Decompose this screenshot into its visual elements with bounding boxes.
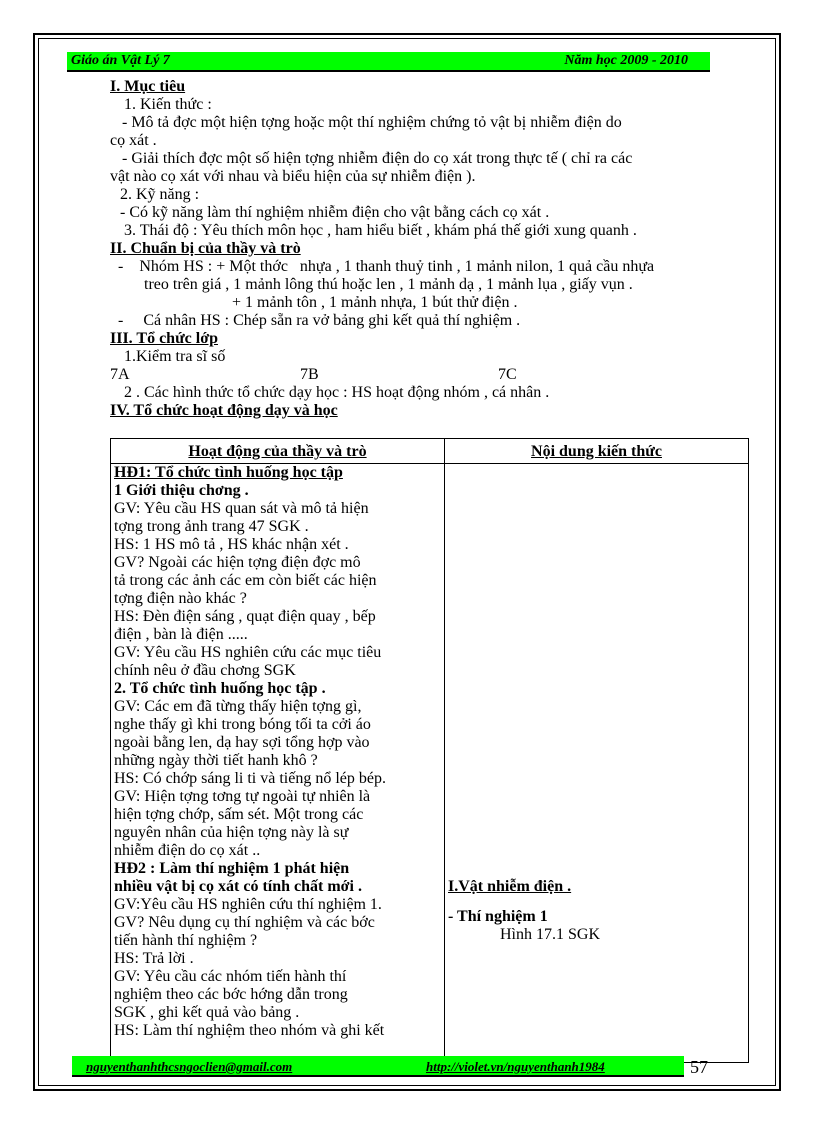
table-line: HS: 1 HS mô tả , HS khác nhận xét . (114, 536, 349, 553)
table-line: những ngày thời tiết hanh khô ? (114, 752, 318, 769)
table-line: GV: Yêu cầu các nhóm tiến hành thí (114, 968, 347, 985)
content-heading-charged-object: I.Vật nhiễm điện . (448, 878, 572, 895)
content-cell (445, 464, 749, 1063)
class-7b: 7B (300, 366, 319, 383)
table-header-content: Nội dung kiến thức (445, 439, 749, 464)
table-line: SGK , ghi kết quả vào bảng . (114, 1004, 300, 1021)
table-line: nghe thấy gì khi trong bóng tối ta cởi áo (114, 716, 371, 733)
class-7c: 7C (498, 366, 517, 383)
heading-class-organization: III. Tổ chức lớp (110, 330, 218, 347)
table-line: HS: Đèn điện sáng , quạt điện quay , bếp (114, 608, 376, 625)
table-line: HS: Có chớp sáng li ti và tiếng nổ lép bép. (114, 770, 386, 787)
table-line: nhiễm điện do cọ xát .. (114, 842, 261, 859)
table-line: tợng điện nào khác ? (114, 590, 247, 607)
page-number: 57 (690, 1057, 708, 1077)
text-line: cọ xát . (110, 132, 157, 149)
text-line: - Mô tả đợc một hiện tợng hoặc một thí nghiệm chứng tỏ vật bị nhiễm điện do (122, 114, 622, 131)
heading-activities: IV. Tổ chức hoạt động dạy và học (110, 402, 338, 419)
text-line: vật nào cọ xát với nhau và biểu hiện của sự nhiễm điện ). (110, 168, 476, 185)
table-line: nguyên nhân của hiện tợng này là sự (114, 824, 349, 841)
table-line: GV? Nêu dụng cụ thí nghiệm và các bớc (114, 914, 375, 931)
table-line: 1 Giới thiệu chơng . (114, 482, 249, 499)
text-line: 3. Thái độ : Yêu thích môn học , ham hiểu biết , khám phá thế giới xung quanh . (124, 222, 637, 239)
table-line: GV? Ngoài các hiện tợng điện đợc mô (114, 554, 361, 571)
table-line: HĐ2 : Làm thí nghiệm 1 phát hiện (114, 860, 350, 877)
class-7a: 7A (110, 366, 130, 383)
table-line: GV:Yêu cầu HS nghiên cứu thí nghiệm 1. (114, 896, 382, 913)
text-line: - Cá nhân HS : Chép sẵn ra vở bảng ghi kết quả thí nghiệm . (118, 312, 521, 329)
table-line: GV: Yêu cầu HS quan sát và mô tả hiện (114, 500, 369, 517)
text-line: 1. Kiến thức : (124, 96, 212, 113)
table-line: nhiều vật bị cọ xát có tính chất mới . (114, 878, 362, 895)
heading-objectives: I. Mục tiêu (110, 78, 186, 95)
table-line: điện , bàn là điện ..... (114, 626, 248, 643)
activities-cell (111, 464, 445, 1063)
table-line: GV: Hiện tợng tơng tự ngoài tự nhiên là (114, 788, 371, 805)
lesson-objectives-section (110, 78, 750, 420)
text-line: 2 . Các hình thức tổ chức dạy học : HS hoạt động nhóm , cá nhân . (124, 384, 550, 401)
text-line: + 1 mảnh tôn , 1 mảnh nhựa, 1 bút thử điện . (232, 294, 518, 311)
table-line: GV: Các em đã từng thấy hiện tợng gì, (114, 698, 362, 715)
table-line: tả trong các ảnh các em còn biết các hiện (114, 572, 377, 589)
header-school-year: Năm học 2009 - 2010 (564, 53, 688, 68)
text-line: 2. Kỹ năng : (120, 186, 200, 203)
page-footer (72, 1056, 684, 1077)
table-line: GV: Yêu cầu HS nghiên cứu các mục tiêu (114, 644, 382, 661)
text-line: 1.Kiểm tra sĩ số (124, 348, 226, 365)
table-line: chính nêu ở đầu chơng SGK (114, 662, 296, 679)
content-figure-ref: Hình 17.1 SGK (500, 926, 601, 943)
text-line: - Giải thích đợc một số hiện tợng nhiễm điện do cọ xát trong thực tế ( chỉ ra các (122, 150, 633, 167)
table-line: 2. Tổ chức tình huống học tập . (114, 680, 326, 697)
table-line: HS: Làm thí nghiệm theo nhóm và ghi kết (114, 1022, 385, 1039)
table-line: tợng trong ảnh trang 47 SGK . (114, 518, 309, 535)
text-line: - Có kỹ năng làm thí nghiệm nhiễm điện cho vật bằng cách cọ xát . (120, 204, 550, 221)
header-subject: Giáo án Vật Lý 7 (71, 53, 170, 68)
lesson-activity-table (110, 438, 749, 1063)
table-line: hiện tợng chớp, sấm sét. Một trong các (114, 806, 364, 823)
table-line: HS: Trả lời . (114, 950, 194, 967)
content-experiment-1: - Thí nghiệm 1 (448, 908, 548, 925)
table-line: ngoài bằng len, dạ hay sợi tổng hợp vào (114, 734, 370, 751)
text-line: treo trên giá , 1 mảnh lông thú hoặc len , 1 mảnh dạ , 1 mảnh lụa , giấy vụn . (144, 276, 633, 293)
heading-preparation: II. Chuẩn bị của thầy và trò (110, 240, 301, 257)
table-line: nghiệm theo các bớc hớng dẫn trong (114, 986, 348, 1003)
table-line: tiến hành thí nghiệm ? (114, 932, 258, 949)
footer-website-link[interactable]: http://violet.vn/nguyenthanh1984 (426, 1059, 605, 1074)
table-header-activities: Hoạt động của thầy và trò (111, 439, 445, 464)
page-header (67, 52, 710, 72)
text-line: - Nhóm HS : + Một thớc nhựa , 1 thanh thuỷ tinh , 1 mảnh nilon, 1 quả cầu nhựa (118, 258, 655, 275)
footer-email-link[interactable]: nguyenthanhthcsngoclien@gmail.com (86, 1059, 293, 1074)
table-line: HĐ1: Tổ chức tình huống học tập (114, 464, 343, 481)
